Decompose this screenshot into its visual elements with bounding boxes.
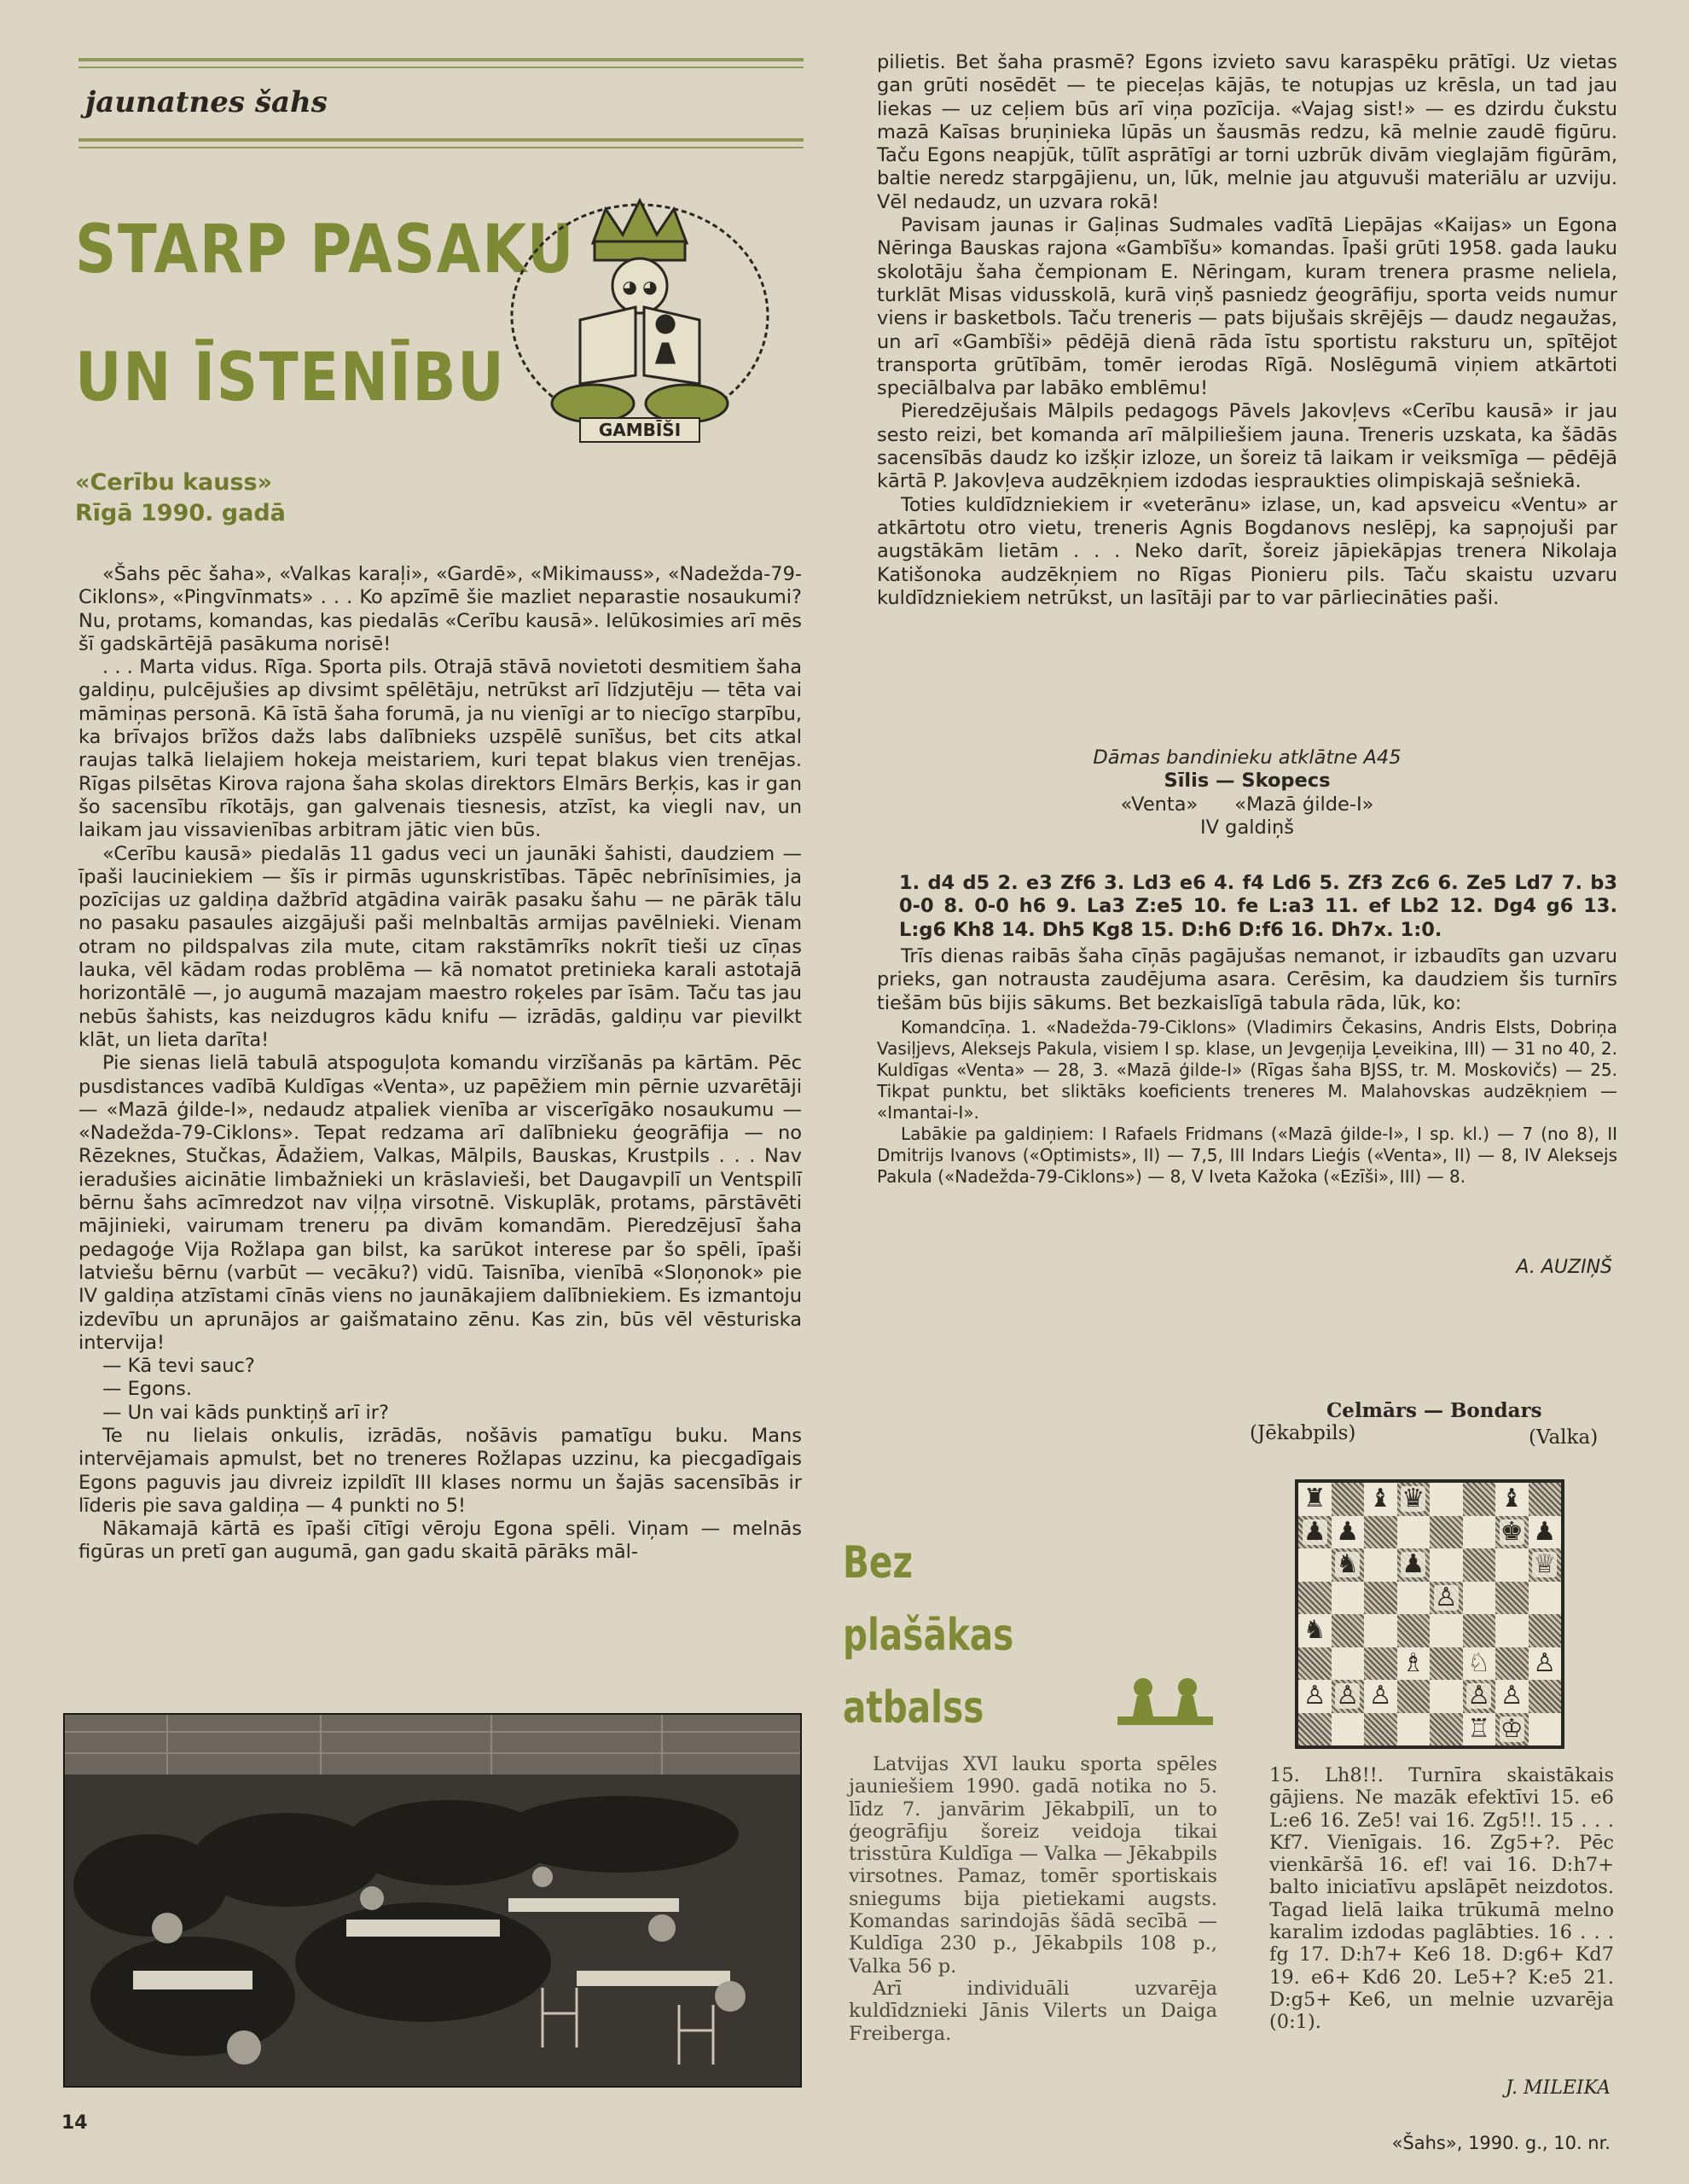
headline (75, 186, 576, 442)
paragraph: Toties kuldīdzniekiem ir «veterānu» izlase, un, kad apsveicu «Ventu» ar atkārtotu otro vietu, treneris Agnis Bogdanovs neslēpj, ka sapņojuši par augstākām lietām . . . Neko darīt, šoreiz jāpiekāpjas trenera Nikolaja Katišonoka audzēkņiem no Rīgas Pionieru pils. Taču skaistu uzvaru kuldīdzniekiem netrūkst, un lasītāji par to var pārliecināties paši. (877, 493, 1617, 609)
paragraph: Nākamajā kārtā es īpaši cītīgi vēroju Egona spēli. Viņam — melnās figūras un pretī gan augumā, gan gadu skaitā pārāks māl- (78, 1518, 802, 1564)
board-square (1364, 1516, 1397, 1549)
results-section (877, 945, 1617, 1188)
diagram-players: Celmārs — Bondars (1326, 1399, 1542, 1422)
board-square (1298, 1647, 1332, 1681)
svg-text:GAMBĪŠI: GAMBĪŠI (598, 420, 682, 440)
paragraph: Te nu lielais onkulis, izrādās, nošāvis pamatīgu buku. Mans intervējamais apmulst, bet no treneres Rožlapas uzzinu, ka piecgadīgais Egons paguvis jau divreiz izpildīt III klases normu un šajās sacensībās ir līderis pie sava galdiņa — 4 punkti no 5! (78, 1424, 802, 1517)
chess-tournament-photo (63, 1713, 802, 2088)
game-players: Sīlis — Skopecs (1164, 770, 1331, 793)
section-rule-thin (78, 147, 804, 148)
white-pawn-icon: ♙ (1303, 1681, 1326, 1711)
board-square (1364, 1614, 1397, 1647)
footer-credit: «Šahs», 1990. g., 10. nr. (1391, 2133, 1611, 2153)
board-square (1495, 1483, 1529, 1516)
tournament-hall-image (65, 1715, 800, 2086)
board-square (1332, 1614, 1365, 1647)
paragraph: «Šahs pēc šaha», «Valkas karaļi», «Gardē», «Mikimauss», «Nadežda-79-Ciklons», «Pingvīnmats» . . . Ko apzīmē šie mazliet neparastie nosaukumi? Nu, protams, komandas, kas piedalās «Cerību kausā». Ielūkosimies arī mēs šī gadskārtējā pasākuma norisē! (78, 563, 802, 655)
board-square (1495, 1713, 1529, 1746)
board-square (1529, 1614, 1562, 1647)
section-label: jaunatnes šahs (85, 85, 328, 119)
white-pawn-icon: ♙ (1368, 1681, 1392, 1711)
board-square (1397, 1614, 1431, 1647)
board-square (1364, 1713, 1397, 1746)
white-pawn-icon: ♙ (1533, 1647, 1557, 1678)
paragraph: Pavisam jaunas ir Gaļinas Sudmales vadītā Liepājas «Kaijas» un Egona Nēringa Bauskas rajona «Gambīšu» komandas. Īpaši grūti 1958. gada lauku skolotāju šaha čempionam E. Nēringam, kuram trenera prasme neliela, turklāt Misas vidusskolā, kurā viņš pasniedz ģeogrāfiju, sporta veids numur viens ir basketbols. Taču treneris — pats bijušais skrējējs — daudz negaužas, un arī «Gambīši» pēdējā dienā rāda īstu sportistu raksturu un, spītējot transporta grūtībām, tomēr ierodas Rīgā. Noslēgumā viņiem atkārtoti speciālbalva par labāko emblēmu! (877, 214, 1617, 400)
dialogue-line: — Kā tevi sauc? (102, 1355, 255, 1378)
board-square (1332, 1680, 1365, 1713)
right-column-article (877, 51, 1617, 610)
board-square (1397, 1713, 1431, 1746)
board-square (1495, 1614, 1529, 1647)
headline-line-2: UN ĪSTENĪBU (75, 340, 506, 416)
top-rule (78, 58, 804, 61)
board-square (1364, 1483, 1397, 1516)
black-rook-icon: ♜ (1303, 1484, 1326, 1514)
board-square (1364, 1548, 1397, 1582)
board-square (1495, 1548, 1529, 1582)
bez-title-line-3: atbalss (843, 1682, 984, 1734)
two-pawns-icon (1109, 1672, 1220, 1732)
white-king-icon: ♔ (1500, 1713, 1524, 1744)
board-square (1397, 1483, 1431, 1516)
white-pawn-icon: ♙ (1467, 1681, 1491, 1711)
author-mileika: J. MILEIKA (1505, 2077, 1611, 2099)
black-pawn-icon: ♟ (1402, 1549, 1425, 1580)
white-bishop-icon: ♗ (1402, 1647, 1425, 1678)
board-square (1332, 1483, 1365, 1516)
board-square (1397, 1647, 1431, 1681)
black-pawn-icon: ♟ (1336, 1516, 1360, 1547)
author-auzins: A. AUZIŅŠ (1516, 1257, 1612, 1278)
top-rule-thin (78, 67, 804, 68)
board-square (1332, 1516, 1365, 1549)
board-square (1529, 1680, 1562, 1713)
game-teams: «Venta» «Mazā ģilde-I» (1120, 793, 1374, 816)
board-square (1298, 1713, 1332, 1746)
board-square (1430, 1614, 1463, 1647)
white-knight-icon: ♘ (1467, 1647, 1491, 1678)
gambisi-emblem (499, 192, 781, 448)
paragraph: Pieredzējušais Mālpils pedagogs Pāvels Jakovļevs «Cerību kausā» ir jau sesto reizi, bet komanda arī mālpiliešiem jauna. Treneris uzskata, ka šādās sacensībās daudz ko izšķir izloze, un šoreiz tā laikam ir veiksmīga — pēdējā kārtā P. Jakovļeva audzēkņiem izdodas iespraukties olimpiskajā sešniekā. (877, 400, 1617, 493)
page-number: 14 (61, 2112, 88, 2134)
paragraph: . . . Marta vidus. Rīga. Sporta pils. Otrajā stāvā novietoti desmitiem šaha galdiņu, pulcējušies ap divsimt spēlētāju, netrūkst arī līdzjutēju — tēta vai māmiņas personā. Kā īstā šaha forumā, ja nu vienīgi ar to niecīgo starpību, ka brīvajos brīžos dažs labs dalībnieks uzspēlē sunīšus, bet cits atkal raujas talkā lielajiem hokeja meistariem, kuri tepat blakus vien trenējas. Rīgas pilsētas Kirova rajona šaha skolas direktors Elmārs Berķis, kas ir gan šo sacensību rīkotājs, gan galvenais tiesnesis, atzīst, ka viegli nav, un laikam jau vissavienības arbitram jātic vien būs. (78, 656, 802, 842)
dialogue-line: — Un vai kāds punktiņš arī ir? (102, 1401, 389, 1424)
board-square (1430, 1680, 1463, 1713)
board-square (1430, 1516, 1463, 1549)
board-square (1463, 1647, 1496, 1681)
section-rule (78, 138, 804, 142)
board-square (1298, 1548, 1332, 1582)
paragraph: Latvijas XVI lauku sporta spēles jauniešiem 1990. gadā notika no 5. līdz 7. janvārim Jēkabpilī, un to ģeogrāfiju šoreiz veidoja tikai trisstūra Kuldīga — Valka — Jēkabpils virsotnes. Pamaz, tomēr sportiskais sniegums bija pietiekami augsts. Komandas sarindojās šādā secībā — Kuldīga 230 p., Jēkabpils 108 p., Valka 56 p. (849, 1753, 1217, 1978)
bez-title-line-2: plašākas (843, 1610, 1014, 1661)
board-square (1430, 1647, 1463, 1681)
black-pawn-icon: ♟ (1533, 1516, 1557, 1547)
white-queen-icon: ♕ (1533, 1549, 1557, 1580)
left-column-article (78, 563, 802, 1565)
diagram-black-city: (Valka) (1529, 1426, 1599, 1449)
board-square (1397, 1548, 1431, 1582)
board-square (1430, 1582, 1463, 1615)
black-knight-icon: ♞ (1336, 1549, 1360, 1580)
board-square (1529, 1516, 1562, 1549)
game-moves: 1. d4 d5 2. e3 Zf6 3. Ld3 e6 4. f4 Ld6 5. Zf3 Zc6 6. Ze5 Ld7 7. b3 0-0 8. 0-0 h6 9. La3 Z:e5 10. fe L:a3 11. ef Lb2 12. Dg4 g6 13. L:g6 Kh8 14. Dh5 Kg8 15. D:h6 D:f6 16. Dh7x. 1:0. (899, 872, 1617, 941)
game-header (877, 746, 1617, 839)
bez-title-line-1: Bez (843, 1537, 914, 1589)
white-pawn-icon: ♙ (1434, 1582, 1458, 1612)
board-results: Labākie pa galdiņiem: I Rafaels Fridmans («Mazā ģilde-I», I sp. kl.) — 7 (no 8), II Dmitrijs Ivanovs («Optimists», II) — 7,5, III Indars Lieģis («Venta», II) — 8, IV Aleksejs Pakula («Nadežda-79-Ciklons») — 8, V Iveta Kažoka («Ezīši», III) — 8. (877, 1123, 1617, 1187)
black-queen-icon: ♛ (1402, 1484, 1425, 1514)
board-square (1332, 1582, 1365, 1615)
king-reading-book-emblem-icon (499, 192, 781, 448)
board-square (1463, 1582, 1496, 1615)
board-square (1495, 1647, 1529, 1681)
board-square (1298, 1483, 1332, 1516)
board-square (1495, 1582, 1529, 1615)
chess-diagram-board (1295, 1479, 1564, 1749)
paragraph: Arī individuāli uzvarēja kuldīdznieki Jānis Vilerts un Daiga Freiberga. (849, 1977, 1217, 2045)
black-bishop-icon: ♝ (1368, 1484, 1392, 1514)
team-results: Komandcīņa. 1. «Nadežda-79-Ciklons» (Vladimirs Čekasins, Andris Elsts, Dobriņa Vasiļjevs, Aleksejs Pakula, visiem I sp. klase, un Jevgeņija Ļeveikina, III) — 31 no 40, 2. Kuldīgas «Venta» — 28, 3. «Mazā ģilde-I» (Rīgas šaha BJSS, tr. M. Moskovičs) — 25. Tikpat punktu, bet sliktāks koeficients treneres M. Malahovskas audzēkņiem — «Imantai-I». (877, 1016, 1617, 1123)
dialogue-line: — Egons. (102, 1378, 193, 1401)
subhead-line-1: «Cerību kauss» (75, 469, 273, 496)
board-square (1430, 1483, 1463, 1516)
diagram-analysis: 15. Lh8!!. Turnīra skaistākais gājiens. Ne mazāk efektīvi 15. e6 L:e6 16. Ze5! vai 16. Zg5!!. 15 . . . Kf7. Vienīgais. 16. Zg5+?. Pēc vienkāršā 16. ef! vai 16. D:h7+ balto iniciatīvu apslāpēt neizdotos. Tagad lielā laika trūkumā melno karalim izdodas paglābties. 16 . . . fg 17. D:h7+ Ke6 18. D:g6+ Kd7 19. e6+ Kd6 20. Le5+? K:e5 21. D:g5+ Ke6, un melnie uzvarēja (0:1). (1269, 1764, 1614, 2034)
black-king-icon: ♚ (1500, 1516, 1524, 1547)
white-pawn-icon: ♙ (1500, 1681, 1524, 1711)
board-square (1298, 1516, 1332, 1549)
board-square (1298, 1614, 1332, 1647)
white-pawn-icon: ♙ (1336, 1681, 1360, 1711)
subhead-line-2: Rīgā 1990. gadā (75, 500, 286, 526)
board-square (1332, 1647, 1365, 1681)
paragraph: «Cerību kausā» piedalās 11 gadus veci un jaunāki šahisti, daudziem — īpaši lauciniekiem — šīs ir pirmās ugunskristības. Tāpēc nebrīnīsimies, ja pozīcijas uz galdiņa dažbrīd atgādina vairāk pasaku šahu — ne pārāk tālu no pasaku pasaules aizgājuši paši melnbaltās armijas pavēlnieki. Vienam otram no pildspalvas zila mute, citam rakstāmrīks nokrīt tieši uz cīņas lauka, vēl kādam rodas problēma — kā nomatot pretinieka karali astotajā horizontālē —, jo augumā mazajam maestro roķeles par īsām. Taču tas jau nebūs šahists, kas neizdugros kādu knifu — izrādās, galdiņu var pievilkt klāt, un lieta darīta! (78, 842, 802, 1051)
black-knight-icon: ♞ (1303, 1615, 1326, 1646)
board-square (1463, 1516, 1496, 1549)
headline-line-1: STARP PASAKU (75, 212, 576, 288)
black-pawn-icon: ♟ (1303, 1516, 1326, 1547)
paragraph: pilietis. Bet šaha prasmē? Egons izvieto savu karaspēku prātīgi. Uz vietas gan grūti nosēdēt — te pieceļas kājās, te notupjas uz krēsla, un tad jau liekas — uz ceļiem būs arī viņa pozīcija. «Vajag sist!» — es dzirdu čukstu mazā Kaīsas bruņinieka lūpās un šausmās redzu, kā melnie zaudē figūru. Taču Egons neapjūk, tūlīt asprātīgi ar torni uzbrūk divām vieglajām figūrām, baltie neredz starpgājienu, un, lūk, melnie jau atguvuši materiālu ar uzviju. Vēl nedaudz, un uzvara rokā! (877, 51, 1617, 213)
black-bishop-icon: ♝ (1500, 1484, 1524, 1514)
diagram-white-city: (Jēkabpils) (1250, 1422, 1356, 1444)
bez-headline (843, 1527, 1013, 1745)
board-square (1430, 1713, 1463, 1746)
game-board: IV galdiņš (1199, 816, 1295, 839)
paragraph: Pie sienas lielā tabulā atspoguļota komandu virzīšanās pa kārtām. Pēc pusdistances vadībā Kuldīgas «Venta», uz papēžiem min pērnie uzvarētāji — «Mazā ģilde-I», nedaudz atpaliek vienība ar viscerīgāko nosaukumu — «Nadežda-79-Ciklons». Tepat redzama arī dalībnieku ģeogrāfija — no Rēzeknes, Stučkas, Ādažiem, Valkas, Mālpils, Bauskas, Krustpils . . . Nav ieradušies aicinātie limbažnieki un krāslavieši, bet Daugavpilī un Ventspilī bērnu šahs acīmredzot nav viļņa virsotnē. Viskuplāk, protams, pārstāvēti mājinieki, vairumam treneru pa divām komandām. Pieredzējusī šaha pedagoģe Vija Rožlapa gan bilst, ka sarūkot interese par šo spēli, īpaši latviešu bērnu (varbūt — vecāku?) vidū. Taisnība, vienībā «Sloņonok» pie IV galdiņa atzīstami cīnās viens no jaunākajiem dalībniekiem. Es izmantoju izdevību un aprunājos ar gaišmataino zēnu. Kas zin, būs vēl vēsturiska intervija! (78, 1052, 802, 1354)
bez-article (849, 1753, 1217, 2045)
board-square (1463, 1713, 1496, 1746)
board-square (1463, 1483, 1496, 1516)
board-square (1397, 1582, 1431, 1615)
board-square (1364, 1680, 1397, 1713)
board-square (1529, 1647, 1562, 1681)
board-square (1397, 1516, 1431, 1549)
board-square (1332, 1548, 1365, 1582)
board-square (1463, 1548, 1496, 1582)
board-square (1529, 1548, 1562, 1582)
board-square (1529, 1713, 1562, 1746)
board-square (1430, 1548, 1463, 1582)
board-square (1495, 1680, 1529, 1713)
svg-text:◕ ◕: ◕ ◕ (622, 276, 658, 297)
board-square (1298, 1680, 1332, 1713)
board-square (1397, 1680, 1431, 1713)
white-rook-icon: ♖ (1467, 1713, 1491, 1744)
board-square (1298, 1582, 1332, 1615)
board-square (1364, 1647, 1397, 1681)
board-square (1364, 1582, 1397, 1615)
game-opening: Dāmas bandinieku atklātne A45 (1093, 746, 1402, 769)
board-square (1463, 1680, 1496, 1713)
board-square (1332, 1713, 1365, 1746)
subhead (75, 468, 433, 529)
board-square (1529, 1483, 1562, 1516)
results-paragraph: Trīs dienas raibās šaha cīņās pagājušas nemanot, ir izbaudīts gan uzvaru prieks, gan notrausta zaudējuma asara. Cerēsim, ka daudziem šis turnīrs tiešām būs bijis sākums. Bet bezkaislīgā tabula rāda, lūk, ko: (877, 945, 1617, 1014)
board-square (1495, 1516, 1529, 1549)
board-square (1463, 1614, 1496, 1647)
board-square (1529, 1582, 1562, 1615)
